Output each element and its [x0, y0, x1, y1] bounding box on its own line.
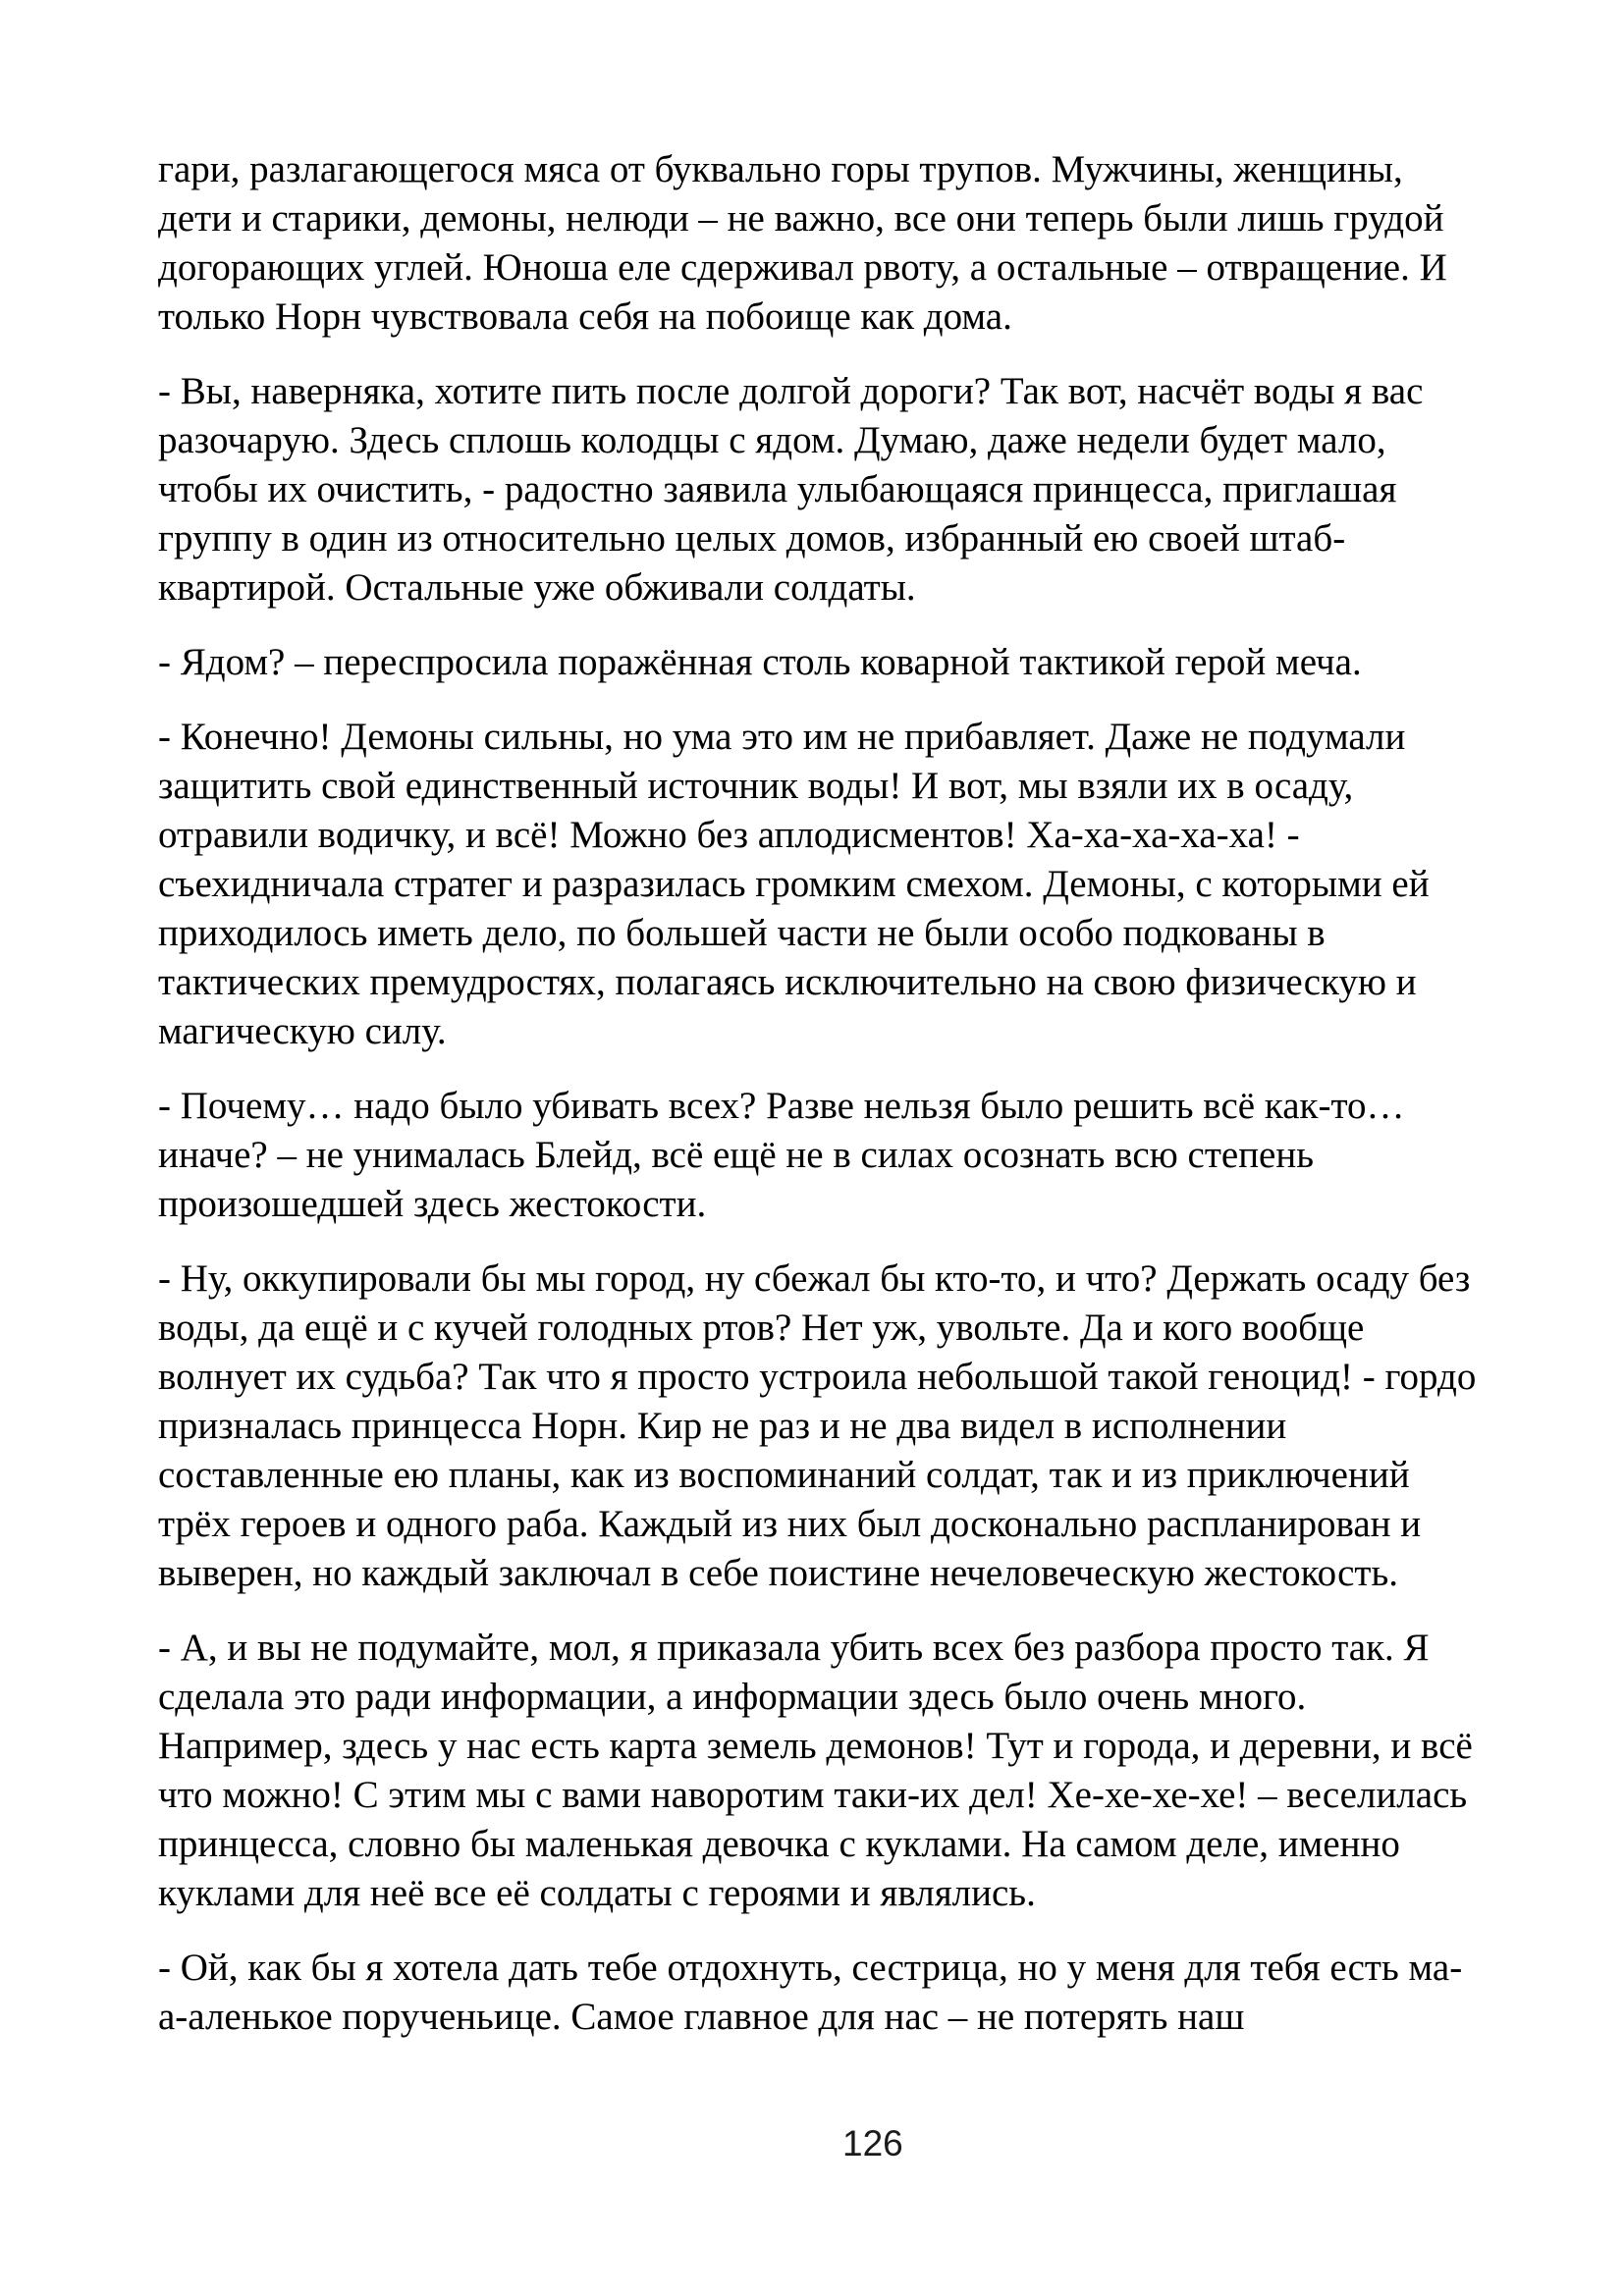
- paragraph-5: - Почему… надо было убивать всех? Разве нельзя было решить всё как-то… иначе? – не унималась Блейд, всё ещё не в силах осознать всю степень произошедшей здесь жестокости.: [158, 1085, 1405, 1225]
- paragraph-2: - Вы, наверняка, хотите пить после долгой дороги? Так вот, насчёт воды я вас разочарую. Здесь сплошь колодцы с ядом. Думаю, даже недели будет мало, чтобы их очистить, - радостно заявила улыбающаяся принцесса, приглашая группу в один из относительно целых домов, избранный ею своей штаб-квартирой. Остальные уже обживали солдаты.: [158, 370, 1424, 609]
- paragraph-7: - А, и вы не подумайте, мол, я приказала убить всех без разбора просто так. Я сделала это ради информации, а информации здесь было очень много. Например, здесь у нас есть карта земель демонов! Тут и города, и деревни, и всё что можно! С этим мы с вами наворотим таки-их дел! Хе-хе-хе-хе! – веселилась принцесса, словно бы маленькая девочка с куклами. На самом деле, именно куклами для неё все её солдаты с героями и являлись.: [158, 1627, 1473, 1914]
- paragraph-6: - Ну, оккупировали бы мы город, ну сбежал бы кто-то, и что? Держать осаду без воды, да ещё и с кучей голодных ртов? Нет уж, увольте. Да и кого вообще волнует их судьба? Так что я просто устроила небольшой такой геноцид! - гордо призналась принцесса Норн. Кир не раз и не два видел в исполнении составленные ею планы, как из воспоминаний солдат, так и из приключений трёх героев и одного раба. Каждый из них был досконально распланирован и выверен, но каждый заключал в себе поистине нечеловеческую жестокость.: [158, 1257, 1477, 1594]
- paragraph-8: - Ой, как бы я хотела дать тебе отдохнуть, сестрица, но у меня для тебя есть ма-а-аленькое порученьице. Самое главное для нас – не потерять наш: [158, 1947, 1463, 2038]
- paragraph-4: - Конечно! Демоны сильны, но ума это им не прибавляет. Даже не подумали защитить свой единственный источник воды! И вот, мы взяли их в осаду, отравили водичку, и всё! Можно без аплодисментов! Ха-ха-ха-ха-ха! - съехидничала стратег и разразилась громким смехом. Демоны, с которыми ей приходилось иметь дело, по большей части не были особо подкованы в тактических премудростях, полагаясь исключительно на свою физическую и магическую силу.: [158, 716, 1430, 1052]
- page-text: [158, 145, 1486, 2067]
- paragraph-3: - Ядом? – переспросила поражённая столь коварной тактикой герой меча.: [158, 641, 1362, 683]
- page-number: 126: [842, 2123, 903, 2163]
- paragraph-1: гари, разлагающегося мяса от буквально горы трупов. Мужчины, женщины, дети и старики, демоны, нелюди – не важно, все они теперь были лишь грудой догорающих углей. Юноша еле сдерживал рвоту, а остальные – отвращение. И только Норн чувствовала себя на побоище как дома.: [158, 148, 1447, 338]
